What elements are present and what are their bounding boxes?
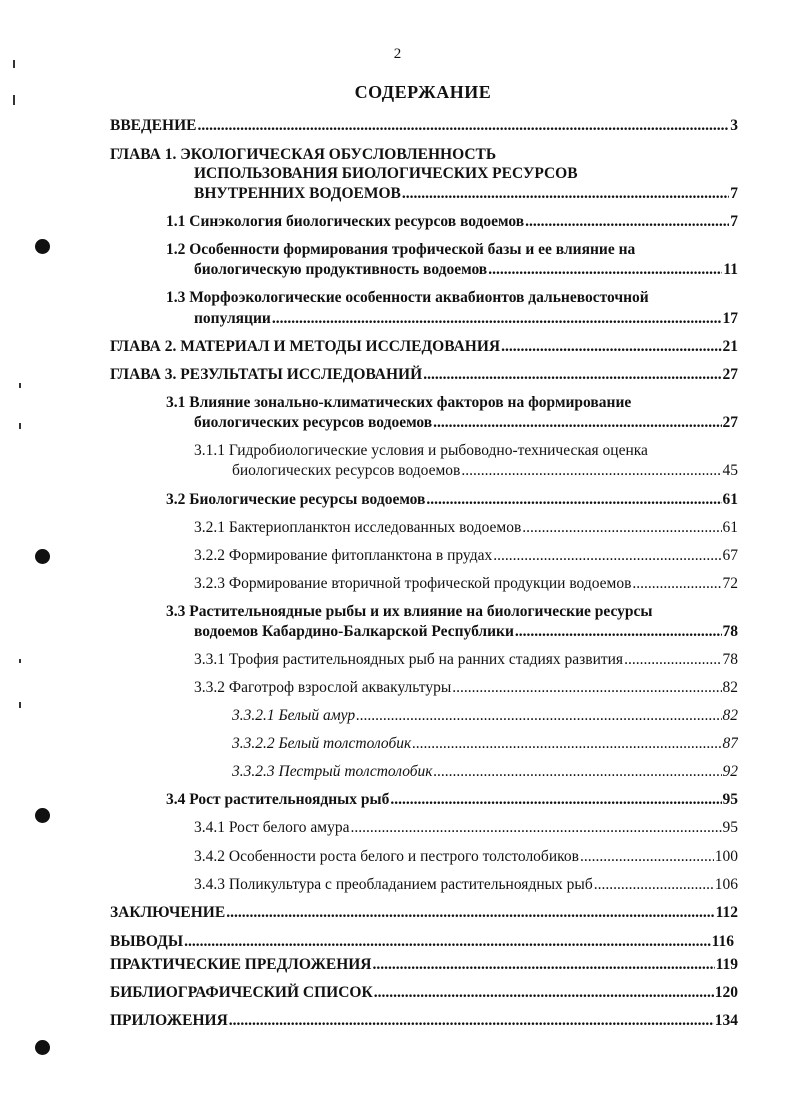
- leader-dots: [350, 818, 721, 838]
- toc-entry-3-1-line1[interactable]: 3.1 Влияние зонально-климатических факторов на формирование: [166, 394, 632, 411]
- toc-entry-3-3[interactable]: [194, 622, 738, 642]
- toc-entry-text: ВНУТРЕННИХ ВОДОЕМОВ: [194, 185, 401, 202]
- leader-dots: [356, 706, 721, 726]
- punch-hole-4: [35, 1040, 50, 1055]
- toc-entry-page: 78: [722, 623, 738, 640]
- toc-entry-page: 106: [714, 876, 738, 893]
- leader-dots: [374, 983, 714, 1003]
- toc-title: СОДЕРЖАНИЕ: [354, 82, 492, 102]
- leader-dots: [522, 518, 721, 538]
- toc-entry-conclusion[interactable]: [110, 903, 738, 923]
- toc-entry-text: БИБЛИОГРАФИЧЕСКИЙ СПИСОК: [110, 984, 373, 1001]
- toc-entry-page: 21: [722, 338, 738, 355]
- toc-entry-text: ПРАКТИЧЕСКИЕ ПРЕДЛОЖЕНИЯ: [110, 956, 372, 973]
- toc-entry-3-3-line1[interactable]: 3.3 Растительноядные рыбы и их влияние на биологические ресурсы: [166, 603, 653, 620]
- toc-entry-practical[interactable]: [110, 955, 738, 975]
- toc-entry-3-4-1[interactable]: [194, 818, 738, 838]
- toc-entry-text: биологических ресурсов водоемов: [232, 462, 461, 479]
- toc-entry-page: 7: [730, 213, 738, 230]
- toc-entry-text: ВЫВОДЫ: [110, 933, 184, 950]
- toc-entry-page: 7: [730, 185, 738, 202]
- toc-entry-1-3-line1[interactable]: 1.3 Морфоэкологические особенности аквабионтов дальневосточной: [166, 289, 649, 306]
- leader-dots: [197, 116, 729, 136]
- leader-dots: [272, 309, 722, 329]
- toc-entry-text: 3.4.1 Рост белого амура: [194, 819, 350, 836]
- leader-dots: [434, 762, 722, 782]
- toc-entry-text: 3.3.2 Фаготроф взрослой аквакультуры: [194, 679, 452, 696]
- leader-dots: [423, 365, 721, 385]
- toc-entry-page: 82: [722, 679, 738, 696]
- page-number: 2: [393, 46, 402, 62]
- toc-entry-3-3-2-2[interactable]: [232, 734, 738, 754]
- toc-entry-3-3-2-1[interactable]: [232, 706, 738, 726]
- toc-entry-bibliography[interactable]: [110, 983, 738, 1003]
- toc-entry-page: 27: [722, 414, 738, 431]
- toc-entry-findings[interactable]: [110, 932, 734, 952]
- toc-entry-ch1[interactable]: [194, 184, 738, 204]
- toc-entry-page: 134: [714, 1012, 738, 1029]
- leader-dots: [580, 847, 714, 867]
- leader-dots: [515, 622, 722, 642]
- toc-entry-page: 17: [722, 310, 738, 327]
- toc-entry-3-1[interactable]: [194, 413, 738, 433]
- punch-hole-3: [35, 808, 50, 823]
- toc-entry-1-2[interactable]: [194, 260, 738, 280]
- toc-entry-text: 1.1 Синэкология биологических ресурсов водоемов: [166, 213, 525, 230]
- toc-entry-page: 82: [722, 707, 738, 724]
- leader-dots: [501, 337, 721, 357]
- toc-entry-page: 100: [714, 848, 738, 865]
- toc-entry-3-3-1[interactable]: [194, 650, 738, 670]
- toc-entry-text: ВВЕДЕНИЕ: [110, 117, 197, 134]
- toc-entry-text: ГЛАВА 3. РЕЗУЛЬТАТЫ ИССЛЕДОВАНИЙ: [110, 366, 423, 383]
- toc-entry-1-1[interactable]: [166, 212, 738, 232]
- toc-entry-page: 61: [722, 491, 738, 508]
- leader-dots: [229, 1011, 714, 1031]
- toc-entry-3-1-1[interactable]: [232, 461, 738, 481]
- toc-entry-3-2-3[interactable]: [194, 574, 738, 594]
- scan-speck: [19, 659, 21, 663]
- leader-dots: [412, 734, 721, 754]
- toc-entry-text: 3.4.2 Особенности роста белого и пестрого толстолобиков: [194, 848, 579, 865]
- toc-entry-page: 67: [722, 547, 738, 564]
- toc-entry-page: 45: [722, 462, 738, 479]
- toc-entry-page: 112: [715, 904, 738, 921]
- toc-entry-text: ГЛАВА 2. МАТЕРИАЛ И МЕТОДЫ ИССЛЕДОВАНИЯ: [110, 338, 501, 355]
- toc-entry-3-2-1[interactable]: [194, 518, 738, 538]
- leader-dots: [390, 790, 721, 810]
- leader-dots: [402, 184, 729, 204]
- toc-entry-text: 3.3.2.3 Пестрый толстолобик: [232, 763, 433, 780]
- leader-dots: [493, 546, 721, 566]
- leader-dots: [461, 461, 721, 481]
- toc-entry-page: 72: [722, 575, 738, 592]
- leader-dots: [184, 932, 711, 952]
- toc-entry-3-3-2-3[interactable]: [232, 762, 738, 782]
- toc-entry-text: 3.2.3 Формирование вторичной трофической продукции водоемов: [194, 575, 632, 592]
- scan-speck: [19, 702, 21, 708]
- toc-entry-page: 116: [711, 933, 734, 950]
- toc-entry-text: 3.4 Рост растительноядных рыб: [166, 791, 390, 808]
- toc-entry-page: 95: [722, 791, 738, 808]
- toc-entry-page: 92: [722, 763, 738, 780]
- toc-entry-3-4-2[interactable]: [194, 847, 738, 867]
- toc-entry-3-2[interactable]: [166, 490, 738, 510]
- toc-entry-text: 3.3.1 Трофия растительноядных рыб на ранних стадиях развития: [194, 651, 624, 668]
- toc-entry-page: 61: [722, 519, 738, 536]
- toc-entry-page: 27: [722, 366, 738, 383]
- toc-entry-1-2-line1[interactable]: 1.2 Особенности формирования трофической базы и ее влияние на: [166, 241, 636, 258]
- toc-entry-text: биологических ресурсов водоемов: [194, 414, 433, 431]
- toc-entry-page: 3: [730, 117, 738, 134]
- toc-entry-intro[interactable]: [110, 116, 738, 136]
- toc-entry-text: 3.2 Биологические ресурсы водоемов: [166, 491, 426, 508]
- toc-entry-text: 3.3.2.1 Белый амур: [232, 707, 356, 724]
- toc-entry-page: 120: [714, 984, 738, 1001]
- leader-dots: [426, 490, 721, 510]
- punch-hole-1: [35, 239, 50, 254]
- scan-speck: [19, 423, 21, 429]
- toc-entry-3-4-3[interactable]: [194, 875, 738, 895]
- leader-dots: [632, 574, 721, 594]
- toc-entry-text: 3.2.1 Бактериопланктон исследованных водоемов: [194, 519, 522, 536]
- toc-entry-text: 3.2.2 Формирование фитопланктона в прудах: [194, 547, 493, 564]
- scan-speck: [19, 383, 21, 388]
- toc-entry-ch1-line1[interactable]: ГЛАВА 1. ЭКОЛОГИЧЕСКАЯ ОБУСЛОВЛЕННОСТЬ: [110, 146, 497, 163]
- toc-entry-3-3-2[interactable]: [194, 678, 738, 698]
- toc-entry-appendix[interactable]: [110, 1011, 738, 1031]
- toc-entry-1-3[interactable]: [194, 309, 738, 329]
- leader-dots: [488, 260, 722, 280]
- toc-entry-text: 3.3.2.2 Белый толстолобик: [232, 735, 412, 752]
- toc-entry-text: биологическую продуктивность водоемов: [194, 261, 488, 278]
- leader-dots: [373, 955, 715, 975]
- toc-entry-page: 95: [722, 819, 738, 836]
- toc-entry-page: 87: [722, 735, 738, 752]
- toc-entry-text: 3.4.3 Поликультура с преобладанием растительноядных рыб: [194, 876, 593, 893]
- toc-entry-text: популяции: [194, 310, 271, 327]
- toc-entry-text: ПРИЛОЖЕНИЯ: [110, 1012, 228, 1029]
- leader-dots: [624, 650, 721, 670]
- toc-entry-page: 119: [715, 956, 738, 973]
- toc-entry-page: 78: [722, 651, 738, 668]
- toc-entry-3-4[interactable]: [166, 790, 738, 810]
- leader-dots: [226, 903, 714, 923]
- punch-hole-2: [35, 549, 50, 564]
- leader-dots: [594, 875, 714, 895]
- leader-dots: [433, 413, 721, 433]
- toc-entry-ch3[interactable]: [110, 365, 738, 385]
- toc-entry-text: водоемов Кабардино-Балкарской Республики: [194, 623, 514, 640]
- toc-entry-text: ЗАКЛЮЧЕНИЕ: [110, 904, 226, 921]
- leader-dots: [452, 678, 721, 698]
- toc-entry-ch2[interactable]: [110, 337, 738, 357]
- toc-entry-page: 11: [723, 261, 738, 278]
- leader-dots: [525, 212, 729, 232]
- toc-entry-ch1-line2[interactable]: ИСПОЛЬЗОВАНИЯ БИОЛОГИЧЕСКИХ РЕСУРСОВ: [194, 165, 578, 182]
- toc-entry-3-2-2[interactable]: [194, 546, 738, 566]
- toc-entry-3-1-1-line1[interactable]: 3.1.1 Гидробиологические условия и рыбоводно-техническая оценка: [194, 442, 648, 459]
